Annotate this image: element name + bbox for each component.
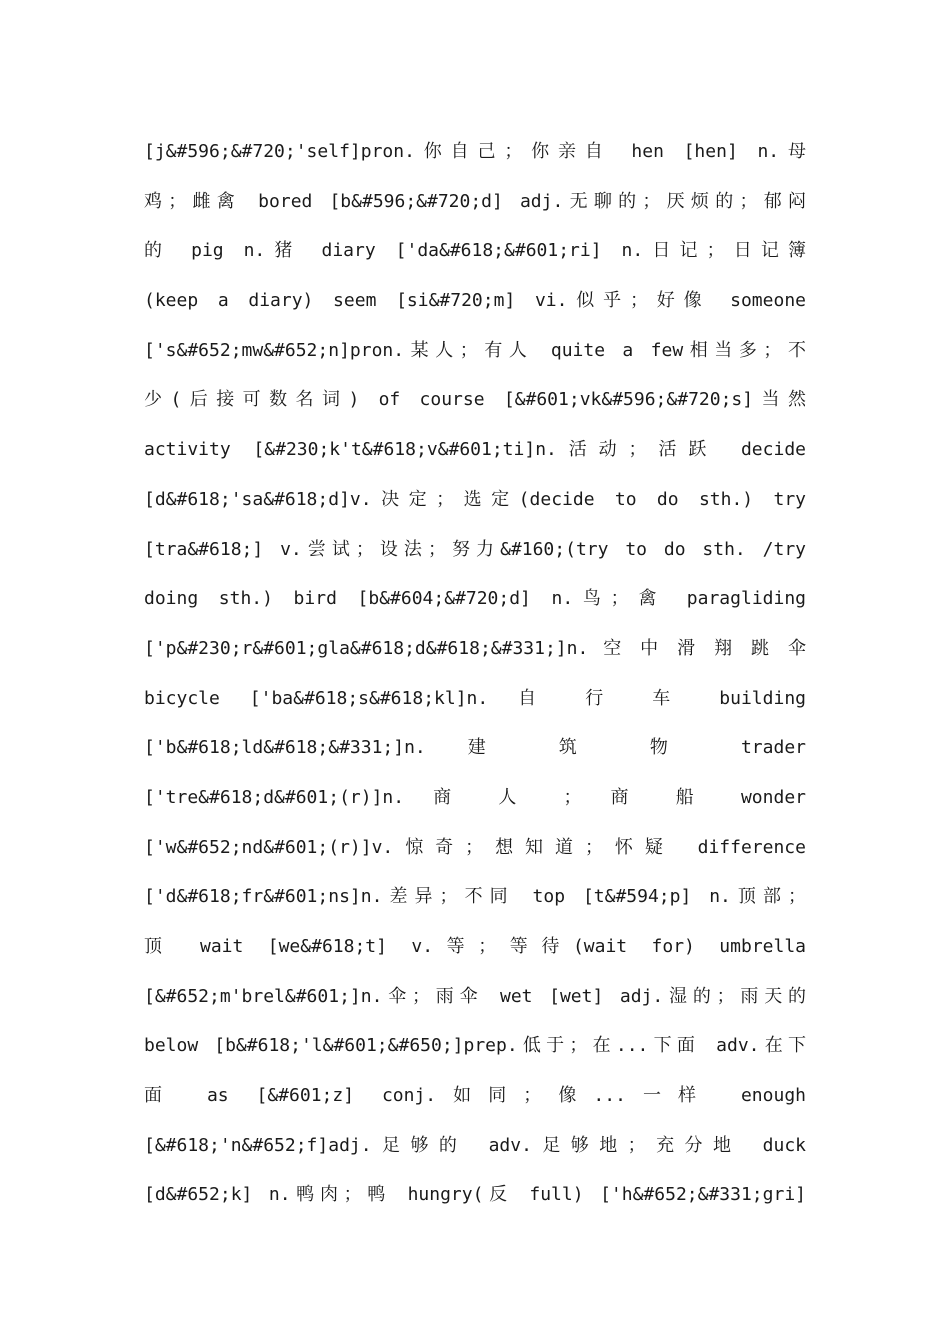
text-line: ['b&#618;ld&#618;&#331;]n. 建 筑 物 trader bbox=[144, 737, 806, 759]
text-line: 顶 wait [we&#618;t] v.等；等待(wait for) umbrella bbox=[144, 936, 806, 957]
text-line: 面 as [&#601;z] conj.如同；像...一样 enough bbox=[144, 1085, 806, 1107]
text-line: (keep a diary) seem [si&#720;m] vi.似乎；好像 someone bbox=[144, 290, 806, 312]
text-line: [d&#652;k] n.鸭肉；鸭 hungry(反 full) ['h&#652;&#331;gri] bbox=[144, 1184, 806, 1206]
text-line: 鸡；雌禽 bored [b&#596;&#720;d] adj.无聊的；厌烦的；郁闷 bbox=[144, 190, 806, 212]
text-line: 少(后接可数名词) of course [&#601;vk&#596;&#720;s]当然 bbox=[144, 389, 806, 411]
text-line: [j&#596;&#720;'self]pron.你自己；你亲自 hen [hen] n.母 bbox=[144, 141, 806, 162]
text-line: [d&#618;'sa&#618;d]v.决定；选定(decide to do sth.) try bbox=[144, 488, 806, 510]
text-line: [tra&#618;] v.尝试；设法；努力&#160;(try to do sth. /try bbox=[144, 538, 806, 560]
text-line: [&#652;m'brel&#601;]n.伞；雨伞 wet [wet] adj.湿的；雨天的 bbox=[144, 985, 806, 1007]
text-line: below [b&#618;'l&#601;&#650;]prep.低于；在...下面 adv.在下 bbox=[144, 1035, 806, 1057]
vocabulary-text bbox=[144, 127, 806, 1220]
text-line: ['d&#618;fr&#601;ns]n.差异；不同 top [t&#594;p] n.顶部； bbox=[144, 886, 806, 908]
text-line: ['s&#652;mw&#652;n]pron.某人；有人 quite a few相当多；不 bbox=[144, 339, 806, 361]
text-line: activity [&#230;k't&#618;v&#601;ti]n.活动；活跃 decide bbox=[144, 439, 806, 461]
text-line: ['tre&#618;d&#601;(r)]n. 商 人 ； 商 船 wonder bbox=[144, 786, 806, 808]
text-line: 的 pig n.猪 diary ['da&#618;&#601;ri] n.日记；日记簿 bbox=[144, 240, 806, 262]
text-line: [&#618;'n&#652;f]adj.足够的 adv.足够地；充分地 duck bbox=[144, 1134, 806, 1156]
text-line: bicycle ['ba&#618;s&#618;kl]n. 自 行 车 building bbox=[144, 687, 806, 709]
text-line: ['p&#230;r&#601;gla&#618;d&#618;&#331;]n. 空 中 滑 翔 跳 伞 bbox=[144, 637, 806, 659]
text-line: ['w&#652;nd&#601;(r)]v.惊奇；想知道；怀疑 difference bbox=[144, 836, 806, 858]
text-line: doing sth.) bird [b&#604;&#720;d] n.鸟；禽 paragliding bbox=[144, 588, 806, 610]
